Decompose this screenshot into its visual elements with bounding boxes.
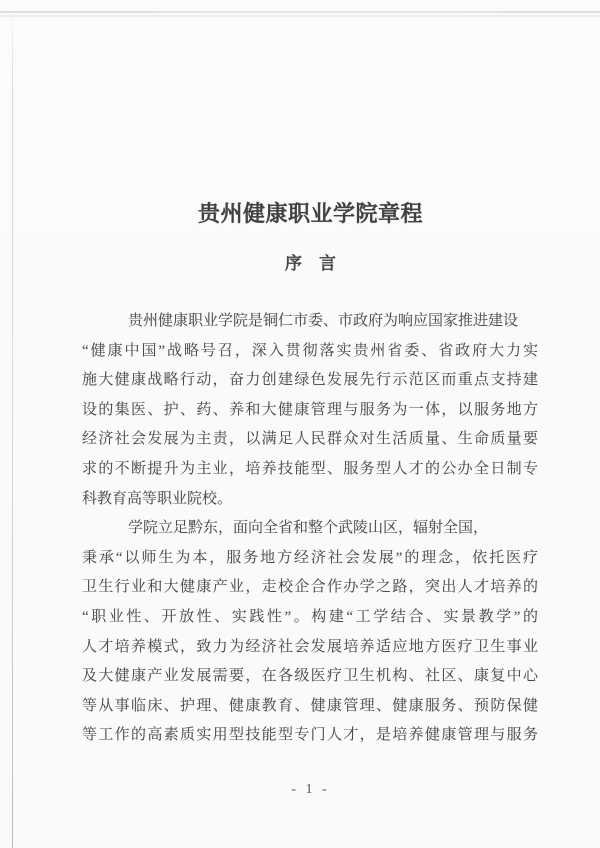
text-line: 经济社会发展为主责，以满足人民群众对生活质量、生命质量要 (82, 431, 538, 448)
paragraph-1 (82, 307, 538, 514)
text-line: 等工作的高素质实用型技能型专门人才，是培养健康管理与服务 (82, 727, 538, 744)
text-line: 贵州健康职业学院是铜仁市委、市政府为响应国家推进建设 (128, 313, 519, 329)
paragraph-2 (82, 514, 538, 751)
document-body (82, 307, 538, 751)
text-line: 秉承“以师生为本，服务地方经济社会发展”的理念，依托医疗 (82, 549, 538, 566)
page-number: - 1 - (291, 782, 330, 797)
text-line: 学院立足黔东，面向全省和整个武陵山区，辐射全国， (128, 520, 489, 537)
document-title: 贵州健康职业学院章程 (197, 200, 423, 226)
text-line: 等从事临床、护理、健康教育、健康管理、健康服务、预防保健 (82, 697, 538, 714)
text-line: 人才培养模式，致力为经济社会发展培养适应地方医疗卫生事业 (82, 638, 538, 655)
preface-heading: 序 言 (285, 254, 336, 274)
scan-edge-top-line (0, 11, 600, 13)
text-line: 施大健康战略行动，奋力创建绿色发展先行示范区而重点支持建 (82, 372, 538, 389)
text-line: 科教育高等职业院校。 (82, 490, 233, 507)
text-line: “职业性、开放性、实践性”。构建“工学结合、实景教学”的 (82, 608, 538, 625)
text-line: “健康中国”战略号召，深入贯彻落实贵州省委、省政府大力实 (82, 342, 538, 359)
text-line: 及大健康产业发展需要，在各级医疗卫生机构、社区、康复中心 (82, 668, 538, 685)
scan-edge-left-line (12, 14, 13, 848)
text-line: 设的集医、护、药、养和大健康管理与服务为一体，以服务地方 (82, 401, 538, 418)
text-line: 卫生行业和大健康产业，走校企合作办学之路，突出人才培养的 (82, 579, 538, 596)
text-line: 求的不断提升为主业，培养技能型、服务型人才的公办全日制专 (82, 460, 538, 477)
